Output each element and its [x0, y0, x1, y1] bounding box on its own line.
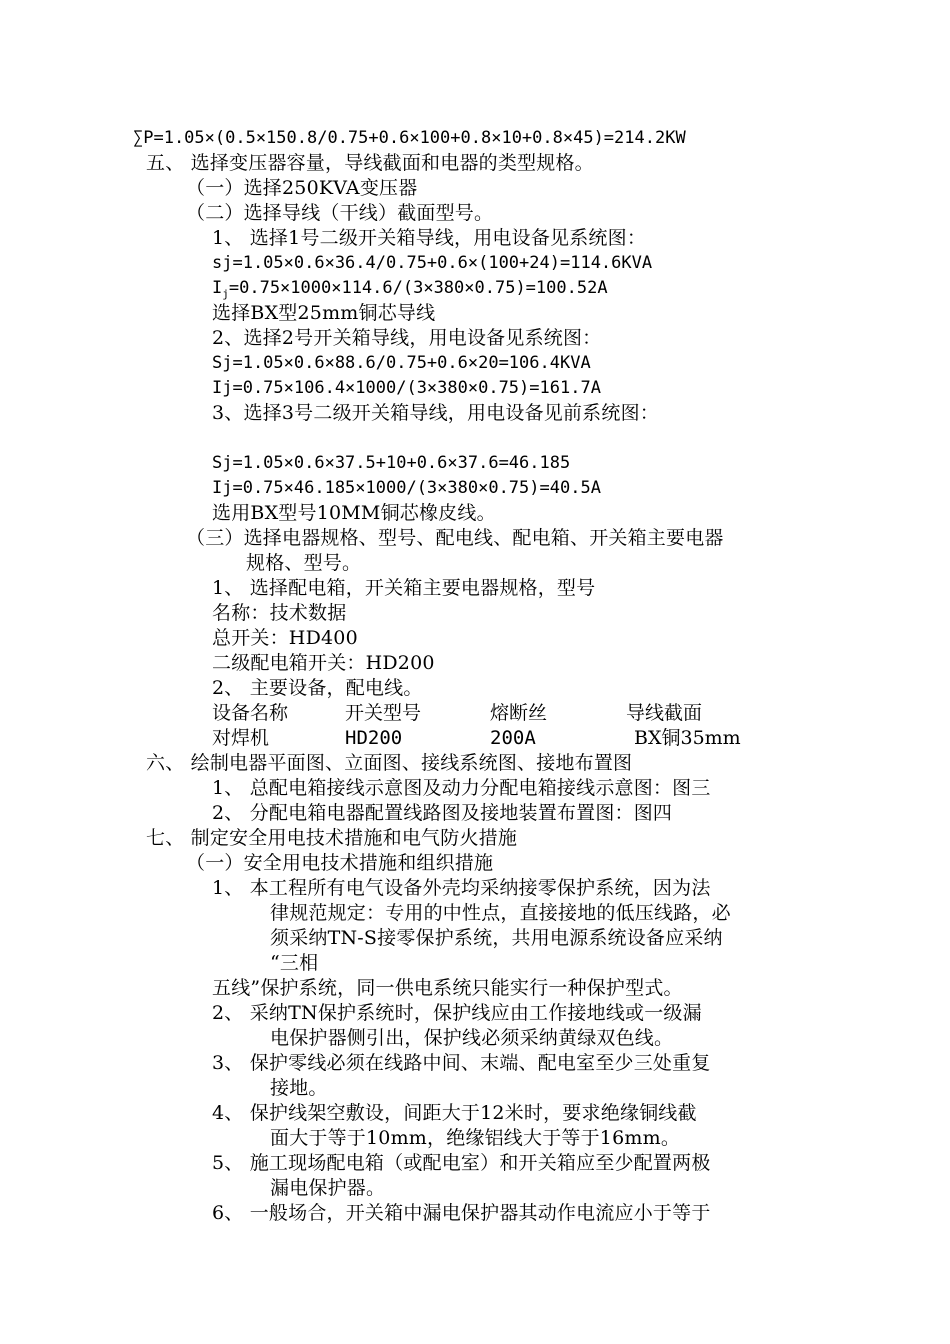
section-6-item-2: 2、 分配电箱电器配置线路图及接地装置布置图：图四 [212, 802, 673, 824]
item-conductor: （二）选择导线（干线）截面型号。 [186, 202, 494, 224]
table-header-fuse: 熔断丝 [490, 702, 548, 724]
measure-1-cont: 须采纳TN-S接零保护系统，共用电源系统设备应采纳 [270, 927, 723, 949]
table-header-switch: 开关型号 [345, 702, 422, 724]
measure-5: 5、 施工现场配电箱（或配电室）和开关箱应至少配置两极 [212, 1152, 711, 1174]
total-power-formula: ∑P=1.05×(0.5×150.8/0.75+0.6×100+0.8×10+0.8×45)=214.2KW [133, 128, 686, 148]
section-7-heading: 七、 制定安全用电技术措施和电气防火措施 [146, 827, 518, 849]
spec-main-switch: 总开关：HD400 [212, 627, 358, 649]
sub-item-2: 2、选择2号开关箱导线，用电设备见系统图： [212, 327, 602, 349]
spec-secondary-switch: 二级配电箱开关：HD200 [212, 652, 435, 674]
measure-6: 6、 一般场合，开关箱中漏电保护器其动作电流应小于等于 [212, 1202, 711, 1224]
table-header-conductor: 导线截面 [626, 702, 703, 724]
table-cell: 对焊机 [212, 727, 270, 749]
section-6-item-1: 1、 总配电箱接线示意图及动力分配电箱接线示意图：图三 [212, 777, 711, 799]
section-6-heading: 六、 绘制电器平面图、立面图、接线系统图、接地布置图 [146, 752, 633, 774]
measure-1-cont: 五线”保护系统，同一供电系统只能实行一种保护型式。 [212, 977, 683, 999]
section-7-sub-1: （一）安全用电技术措施和组织措施 [186, 852, 494, 874]
table-cell: 200A [490, 727, 536, 749]
sub-item-1: 1、 选择1号二级开关箱导线，用电设备见系统图： [212, 227, 647, 249]
sub-item-3: 3、选择3号二级开关箱导线，用电设备见前系统图： [212, 402, 659, 424]
item-equipment-spec-cont: 规格、型号。 [246, 552, 362, 574]
table-cell: HD200 [345, 727, 403, 749]
conductor-choice-1: 选择BX型25mm铜芯导线 [212, 302, 436, 324]
measure-1-cont: “三相 [270, 952, 319, 974]
measure-4: 4、 保护线架空敷设，间距大于12米时，要求绝缘铜线截 [212, 1102, 697, 1124]
spec-name-label: 名称：技术数据 [212, 602, 347, 624]
formula-ij-3: Ij=0.75×46.185×1000/(3×380×0.75)=40.5A [212, 478, 601, 498]
measure-1: 1、 本工程所有电气设备外壳均采纳接零保护系统，因为法 [212, 877, 711, 899]
measure-4-cont: 面大于等于10mm，绝缘铝线大于等于16mm。 [270, 1127, 681, 1149]
measure-3-cont: 接地。 [270, 1077, 328, 1099]
item-transformer: （一）选择250KVA变压器 [186, 177, 418, 199]
item-equipment-spec: （三）选择电器规格、型号、配电线、配电箱、开关箱主要电器 [186, 527, 724, 549]
table-cell: BX铜35mm [634, 727, 741, 749]
formula-sj-3: Sj=1.05×0.6×37.5+10+0.6×37.6=46.185 [212, 453, 571, 473]
formula-ij-2: Ij=0.75×106.4×1000/(3×380×0.75)=161.7A [212, 378, 601, 398]
measure-2-cont: 电保护器侧引出，保护线必须采纳黄绿双色线。 [270, 1027, 674, 1049]
sub-item-distribution-box: 1、 选择配电箱，开关箱主要电器规格，型号 [212, 577, 596, 599]
table-header-name: 设备名称 [212, 702, 289, 724]
measure-3: 3、 保护零线必须在线路中间、末端、配电室至少三处重复 [212, 1052, 711, 1074]
formula-ij-1: $I_j=0.75\times 1000\times 114.6/(3\times 380\times 0.75)=100.52A$ [212, 278, 608, 301]
measure-2: 2、 采纳TN保护系统时，保护线应由工作接地线或一级漏 [212, 1002, 702, 1024]
conductor-choice-3: 选用BX型号10MM铜芯橡皮线。 [212, 502, 496, 524]
formula-sj-1: sj=1.05×0.6×36.4/0.75+0.6×(100+24)=114.6KVA [212, 253, 653, 273]
section-5-heading: 五、 选择变压器容量，导线截面和电器的类型规格。 [146, 152, 594, 174]
measure-1-cont: 律规范规定：专用的中性点，直接接地的低压线路，必 [270, 902, 731, 924]
formula-sj-2: Sj=1.05×0.6×88.6/0.75+0.6×20=106.4KVA [212, 353, 591, 373]
sub-item-main-equipment: 2、 主要设备，配电线。 [212, 677, 423, 699]
measure-5-cont: 漏电保护器。 [270, 1177, 386, 1199]
